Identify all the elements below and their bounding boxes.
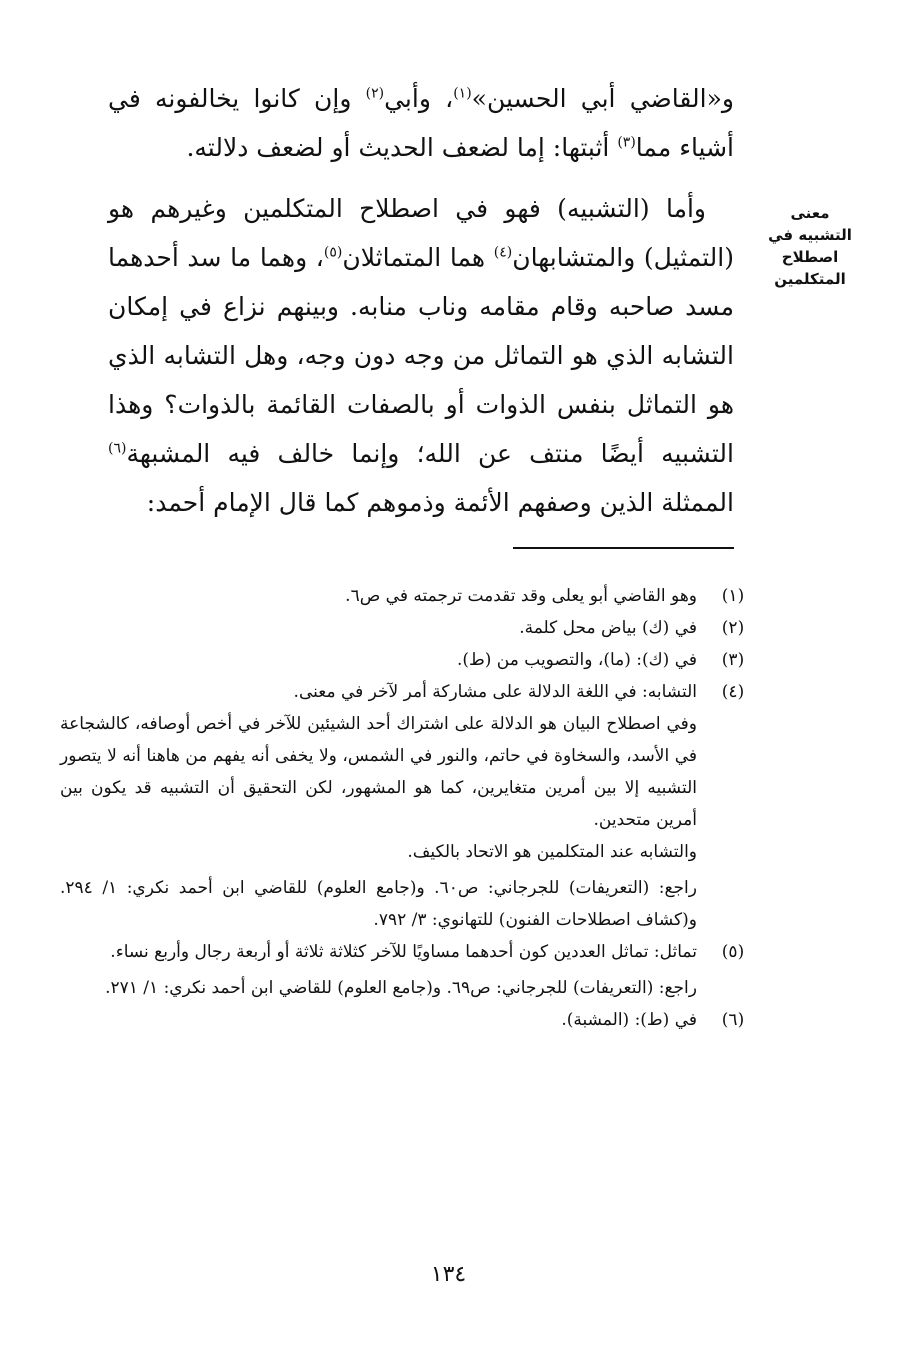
footnote-ref-4[interactable]: (٤) (493, 244, 513, 261)
footnote-reference: راجع: (التعريفات) للجرجاني: ص٦٠. و(جامع العلوم) للقاضي ابن أحمد نكري: ١/ ٢٩٤. و(كشاف اصطلاحات الفنون) للتهانوي: ٣/ ٧٩٢. (60, 878, 697, 930)
footnote-text: التشابه: في اللغة الدلالة على مشاركة أمر لآخر في معنى. (293, 682, 697, 702)
footnote-ref-3[interactable]: (٣) (617, 134, 636, 151)
footnote-ref-2[interactable]: (٢) (365, 85, 385, 102)
footnote-number: (٢) (721, 618, 745, 638)
main-paragraph-1 (108, 74, 734, 172)
footnote-number: (٦) (721, 1010, 745, 1030)
footnote-separator (513, 547, 734, 549)
text-run: أثبتها: إما لضعف الحديث أو لضعف دلالته. (186, 133, 618, 162)
footnote-number: (٣) (721, 650, 745, 670)
text-run: هما المتماثلان (342, 243, 494, 272)
footnote-ref-1[interactable]: (١) (453, 85, 472, 102)
footnote-reference: راجع: (التعريفات) للجرجاني: ص٦٩. و(جامع العلوم) للقاضي ابن أحمد نكري: ١/ ٢٧١. (105, 978, 697, 998)
page-number: ١٣٤ (430, 1262, 467, 1287)
footnote-text: في (ط): (المشبة). (561, 1010, 697, 1030)
text-run: وإن كانوا يخالفونه في أشياء مما (108, 84, 734, 162)
footnote-text: في (ك): (ما)، والتصويب من (ط). (457, 650, 697, 670)
footnote-4 (60, 676, 747, 936)
footnote-text: في (ك) بياض محل كلمة. (519, 618, 697, 638)
footnotes-list (60, 580, 747, 1036)
footnote-text: تماثل: تماثل العددين كون أحدهما مساويًا للآخر كثلاثة ثلاثة أو أربعة رجال وأربع نساء. (110, 942, 697, 962)
footnote-5 (60, 936, 747, 1004)
text-run: ، وأبي (384, 84, 454, 113)
text-run: ، وهما ما سد أحدهما مسد صاحبه وقام مقامه وناب منابه. وبينهم نزاع في إمكان التشابه الذي هو التماثل من وجه دون وجه، وهل التشابه الذي هو التماثل بنفس الذوات أو بالصفات القائمة بالذوات؟ وهذا التشبيه أيضًا منتف عن الله؛ وإنما خالف فيه المشبهة (108, 243, 734, 468)
footnote-number: (١) (721, 586, 745, 606)
footnote-text: وفي اصطلاح البيان هو الدلالة على اشتراك أحد الشيئين للآخر في أخص أوصافه، كالشجاعة في الأسد، والسخاوة في حاتم، والنور في الشمس، ولا يخفى أنه يفهم من هاهنا أنه لا يتصور التشبيه إلا بين أمرين متغايرين، كما هو المشهور، لكن التحقيق أن التشبيه قد يكون بين أمرين متحدين. (60, 714, 697, 830)
footnote-ref-6[interactable]: (٦) (108, 440, 127, 457)
text-run: و«القاضي أبي الحسين» (471, 84, 734, 113)
footnote-3 (60, 644, 747, 676)
footnote-6 (60, 1004, 747, 1036)
text-run: الممثلة الذين وصفهم الأئمة وذموهم كما قال الإمام أحمد: (146, 488, 734, 517)
footnote-number: (٥) (721, 942, 745, 962)
footnote-text: وهو القاضي أبو يعلى وقد تقدمت ترجمته في ص٦. (345, 586, 697, 606)
footnote-ref-5[interactable]: (٥) (323, 244, 343, 261)
footnote-2 (60, 612, 747, 644)
text-run: وأما (التشبيه) فهو في اصطلاح المتكلمين وغيرهم هو (التمثيل) والمتشابهان (108, 194, 735, 272)
main-paragraph-2 (108, 184, 734, 527)
footnote-1 (60, 580, 747, 612)
margin-note: معنى التشبيه في اصطلاح المتكلمين (768, 204, 852, 288)
footnote-text: والتشابه عند المتكلمين هو الاتحاد بالكيف. (407, 842, 697, 862)
footnote-number: (٤) (721, 682, 745, 702)
